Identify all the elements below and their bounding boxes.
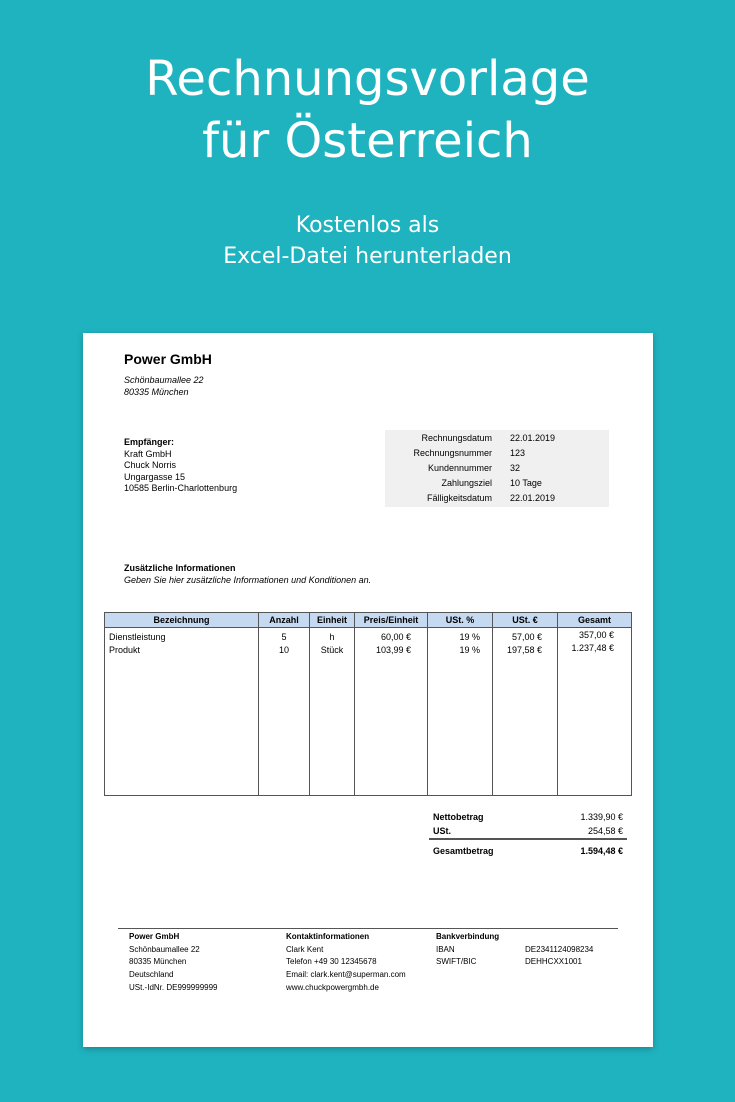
table-cell: 19 % (459, 645, 480, 655)
meta-key: Zahlungsziel (441, 478, 492, 488)
footer-company-line: USt.-IdNr. DE999999999 (129, 982, 218, 992)
hero-title-line-2: für Österreich (202, 113, 533, 169)
total-value: 1.594,48 € (580, 846, 623, 856)
footer-contact-line: Email: clark.kent@superman.com (286, 970, 406, 980)
sender-name: Power GmbH (124, 351, 212, 367)
meta-value: 10 Tage (510, 478, 542, 488)
column-header: Preis/Einheit (363, 615, 419, 625)
table-cell: h (329, 632, 335, 642)
line-items-table (104, 612, 632, 796)
sender-address (124, 374, 204, 398)
footer-company-line: Deutschland (129, 970, 174, 980)
meta-value: 22.01.2019 (510, 493, 556, 503)
table-cell: Stück (320, 645, 344, 655)
table-cell: 57,00 € (511, 632, 542, 642)
recipient-label: Empfänger: (124, 437, 175, 447)
bank-key: SWIFT/BIC (436, 957, 477, 967)
footer-company-line: Schönbaumallee 22 (129, 944, 200, 954)
table-cell: 10 (278, 645, 289, 655)
hero-title (0, 48, 735, 172)
totals-block (429, 811, 627, 871)
bank-row-swift (436, 956, 616, 969)
table-cell: 197,58 € (506, 645, 542, 655)
hero-subtitle-line-2: Excel-Datei herunterladen (223, 244, 512, 269)
recipient-block (124, 437, 237, 495)
total-key: Gesamtbetrag (433, 846, 494, 856)
meta-row-invoice-date (385, 431, 609, 446)
bank-key: IBAN (436, 944, 455, 954)
footer-contact-line: Telefon +49 30 12345678 (286, 957, 377, 967)
hero-subtitle-line-1: Kostenlos als (295, 213, 440, 238)
meta-key: Kundennummer (427, 463, 492, 473)
table-cell: 357,00 € (578, 630, 614, 640)
bank-value: DEHHCXX1001 (525, 957, 582, 967)
total-value: 254,58 € (587, 826, 623, 836)
additional-info-heading: Zusätzliche Informationen (124, 563, 236, 573)
invoice-document (83, 333, 653, 1047)
meta-row-payment-term (385, 476, 609, 491)
footer-bank-heading: Bankverbindung (436, 932, 500, 941)
total-row-net (429, 811, 627, 824)
bank-value: DE2341124098234 (525, 944, 594, 954)
column-header: Einheit (316, 615, 347, 625)
total-key: USt. (433, 826, 451, 836)
hero-title-line-1: Rechnungsvorlage (145, 51, 590, 107)
bank-row-iban (436, 944, 616, 957)
meta-row-invoice-number (385, 446, 609, 461)
table-cell: Produkt (109, 645, 141, 655)
invoice-meta-box (385, 430, 609, 507)
column-header: USt. % (445, 615, 475, 625)
table-cell: Dienstleistung (109, 632, 166, 642)
table-cell: 60,00 € (380, 632, 411, 642)
column-header: Gesamt (577, 615, 612, 625)
table-cell: 1.237,48 € (571, 643, 614, 653)
table-cell: 103,99 € (375, 645, 411, 655)
column-header: Bezeichnung (153, 615, 210, 625)
recipient-line: Chuck Norris (124, 460, 177, 470)
footer-contact-line: Clark Kent (286, 944, 324, 954)
recipient-line: 10585 Berlin-Charlottenburg (124, 483, 238, 493)
column-header: USt. € (512, 615, 538, 625)
footer-contact (286, 931, 406, 995)
meta-row-due-date (385, 491, 609, 506)
meta-value: 32 (510, 463, 521, 473)
meta-key: Fälligkeitsdatum (426, 493, 492, 503)
table-cell: 5 (281, 632, 287, 642)
total-key: Nettobetrag (433, 812, 484, 822)
total-row-gross (429, 845, 627, 858)
footer-contact-heading: Kontaktinformationen (286, 932, 370, 941)
recipient-line: Ungargasse 15 (124, 471, 186, 482)
meta-value: 22.01.2019 (510, 433, 556, 443)
column-header: Anzahl (269, 615, 299, 625)
sender-street: Schönbaumallee 22 (124, 375, 204, 385)
table-cell: 19 % (459, 632, 480, 642)
total-value: 1.339,90 € (580, 812, 623, 822)
footer-company-heading: Power GmbH (129, 932, 180, 941)
totals-divider (429, 838, 627, 840)
additional-info (124, 562, 371, 586)
footer-company-line: 80335 München (129, 957, 187, 967)
footer-bank (436, 931, 616, 969)
meta-row-customer-number (385, 461, 609, 476)
meta-value: 123 (510, 448, 526, 458)
sender-city: 80335 München (124, 387, 189, 397)
hero-subtitle (0, 210, 735, 272)
footer-contact-line: www.chuckpowergmbh.de (286, 982, 379, 992)
footer-company (129, 931, 218, 995)
meta-key: Rechnungsdatum (421, 433, 492, 443)
footer-divider (118, 928, 618, 929)
additional-info-text: Geben Sie hier zusätzliche Informationen und Konditionen an. (124, 575, 372, 585)
total-row-vat (429, 825, 627, 838)
recipient-line: Kraft GmbH (124, 448, 172, 459)
meta-key: Rechnungsnummer (413, 448, 492, 458)
